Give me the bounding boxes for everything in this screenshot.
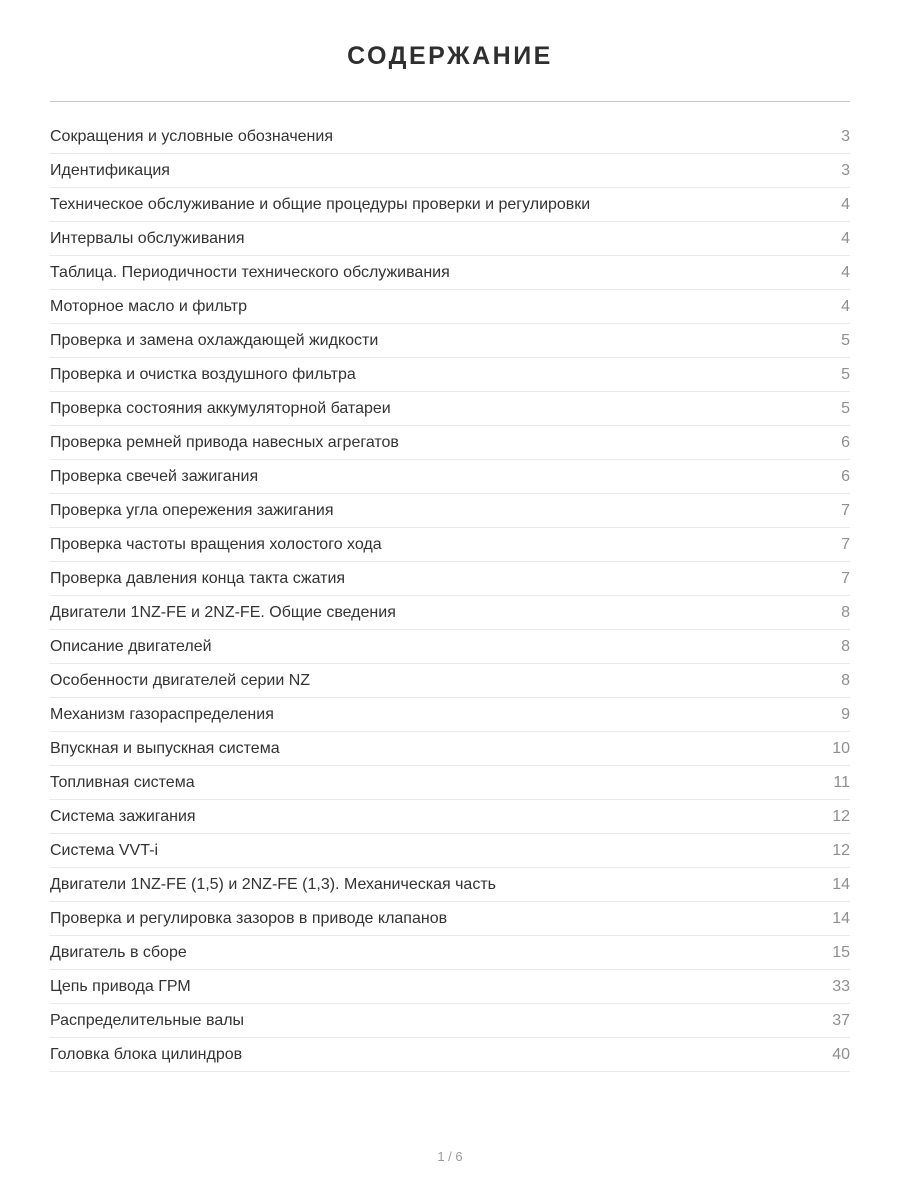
toc-entry-title: Проверка угла опережения зажигания bbox=[50, 502, 334, 519]
toc-entry-title: Интервалы обслуживания bbox=[50, 230, 245, 247]
toc-entry-title: Проверка и регулировка зазоров в приводе клапанов bbox=[50, 910, 448, 927]
toc-entry-page-number: 8 bbox=[841, 604, 850, 621]
toc-row bbox=[50, 630, 850, 664]
toc-entry-page-number: 7 bbox=[841, 536, 850, 553]
toc-entry-page-number: 11 bbox=[833, 774, 850, 791]
toc-entry-title: Идентификация bbox=[50, 162, 170, 179]
toc-entry-title: Проверка свечей зажигания bbox=[50, 468, 259, 485]
toc-entry-title: Проверка давления конца такта сжатия bbox=[50, 570, 346, 587]
toc-row bbox=[50, 902, 850, 936]
toc-entry-page-number: 8 bbox=[841, 638, 850, 655]
page-number-indicator: 1 / 6 bbox=[437, 1149, 463, 1164]
toc-entry-page-number: 14 bbox=[832, 910, 850, 927]
toc-row bbox=[50, 970, 850, 1004]
toc-entry-page-number: 3 bbox=[841, 128, 850, 145]
toc-entry-title: Система VVT-i bbox=[50, 842, 158, 859]
toc-row bbox=[50, 460, 850, 494]
toc-entry-title: Проверка ремней привода навесных агрегатов bbox=[50, 434, 399, 451]
toc-entry-page-number: 37 bbox=[832, 1012, 850, 1029]
toc-entry-title: Цепь привода ГРМ bbox=[50, 978, 191, 995]
toc-entry-title: Проверка и очистка воздушного фильтра bbox=[50, 366, 356, 383]
toc-row bbox=[50, 664, 850, 698]
toc-entry-page-number: 10 bbox=[832, 740, 850, 757]
toc-entry-page-number: 6 bbox=[841, 434, 850, 451]
toc-entry-page-number: 8 bbox=[841, 672, 850, 689]
toc-entry-page-number: 9 bbox=[841, 706, 850, 723]
toc-row bbox=[50, 324, 850, 358]
toc-entry-page-number: 5 bbox=[841, 400, 850, 417]
toc-entry-title: Впускная и выпускная система bbox=[50, 740, 280, 757]
toc-entry-page-number: 12 bbox=[832, 842, 850, 859]
toc-list bbox=[50, 120, 850, 1072]
toc-entry-title: Распределительные валы bbox=[50, 1012, 245, 1029]
toc-entry-title: Проверка частоты вращения холостого хода bbox=[50, 536, 382, 553]
toc-entry-title: Двигатели 1NZ-FE и 2NZ-FE. Общие сведения bbox=[50, 604, 396, 621]
toc-entry-title: Проверка состояния аккумуляторной батареи bbox=[50, 400, 391, 417]
toc-entry-page-number: 5 bbox=[841, 366, 850, 383]
toc-entry-title: Двигатели 1NZ-FE (1,5) и 2NZ-FE (1,3). Механическая часть bbox=[50, 876, 496, 893]
toc-entry-title: Система зажигания bbox=[50, 808, 196, 825]
toc-entry-page-number: 4 bbox=[841, 196, 850, 213]
toc-entry-page-number: 14 bbox=[832, 876, 850, 893]
toc-row bbox=[50, 936, 850, 970]
toc-entry-page-number: 6 bbox=[841, 468, 850, 485]
toc-row bbox=[50, 494, 850, 528]
toc-row bbox=[50, 120, 850, 154]
toc-entry-title: Двигатель в сборе bbox=[50, 944, 187, 961]
toc-row bbox=[50, 834, 850, 868]
toc-entry-title: Особенности двигателей серии NZ bbox=[50, 672, 311, 689]
toc-row bbox=[50, 868, 850, 902]
toc-entry-page-number: 40 bbox=[832, 1046, 850, 1063]
toc-row bbox=[50, 732, 850, 766]
toc-row bbox=[50, 290, 850, 324]
toc-entry-page-number: 15 bbox=[832, 944, 850, 961]
toc-entry-title: Моторное масло и фильтр bbox=[50, 298, 247, 315]
title-divider bbox=[50, 101, 850, 102]
toc-entry-title: Техническое обслуживание и общие процедуры проверки и регулировки bbox=[50, 196, 591, 213]
toc-row bbox=[50, 562, 850, 596]
toc-entry-title: Проверка и замена охлаждающей жидкости bbox=[50, 332, 379, 349]
toc-entry-title: Таблица. Периодичности технического обслуживания bbox=[50, 264, 450, 281]
toc-entry-page-number: 4 bbox=[841, 298, 850, 315]
toc-entry-page-number: 7 bbox=[841, 570, 850, 587]
toc-entry-page-number: 7 bbox=[841, 502, 850, 519]
toc-entry-title: Головка блока цилиндров bbox=[50, 1046, 243, 1063]
toc-row bbox=[50, 154, 850, 188]
toc-entry-title: Механизм газораспределения bbox=[50, 706, 274, 723]
toc-entry-page-number: 33 bbox=[832, 978, 850, 995]
toc-row bbox=[50, 766, 850, 800]
toc-row bbox=[50, 222, 850, 256]
toc-row bbox=[50, 800, 850, 834]
toc-row bbox=[50, 698, 850, 732]
toc-entry-page-number: 4 bbox=[841, 230, 850, 247]
toc-row bbox=[50, 1038, 850, 1072]
toc-row bbox=[50, 596, 850, 630]
toc-row bbox=[50, 426, 850, 460]
toc-entry-page-number: 5 bbox=[841, 332, 850, 349]
toc-row bbox=[50, 392, 850, 426]
toc-entry-page-number: 4 bbox=[841, 264, 850, 281]
toc-entry-title: Топливная система bbox=[50, 774, 195, 791]
toc-entry-title: Сокращения и условные обозначения bbox=[50, 128, 333, 145]
toc-row bbox=[50, 528, 850, 562]
toc-row bbox=[50, 188, 850, 222]
toc-row bbox=[50, 358, 850, 392]
toc-entry-title: Описание двигателей bbox=[50, 638, 212, 655]
toc-row bbox=[50, 1004, 850, 1038]
page-title: СОДЕРЖАНИЕ bbox=[347, 42, 553, 70]
toc-entry-page-number: 3 bbox=[841, 162, 850, 179]
toc-row bbox=[50, 256, 850, 290]
toc-entry-page-number: 12 bbox=[832, 808, 850, 825]
